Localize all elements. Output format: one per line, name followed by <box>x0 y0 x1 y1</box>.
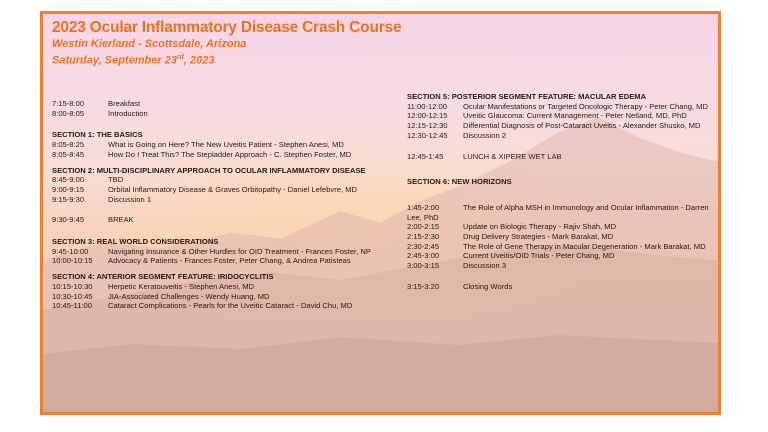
row-time: 2:30-2:45 <box>407 241 440 251</box>
row-text: Discussion 2 <box>463 130 507 140</box>
row-text: BREAK <box>108 215 134 225</box>
row-time: 3:15-3:20 <box>407 281 440 291</box>
row-time: 12:00-12:15 <box>407 111 448 121</box>
row-text: Ocular Manifestations or Targeted Oncologic Therapy - Peter Chang, MD <box>463 101 708 111</box>
row-time: 8:05-8:25 <box>52 140 85 150</box>
agenda-row <box>52 256 382 266</box>
agenda-row <box>52 292 382 302</box>
row-time: 11:00-12:00 <box>407 101 447 111</box>
event-date-year: , 2023 <box>183 54 215 67</box>
section-5-heading: SECTION 5: POSTERIOR SEGMENT FEATURE: MACULAR EDEMA <box>407 92 647 101</box>
row-time: 9:15-9:30 <box>52 194 85 204</box>
agenda-row <box>407 251 713 261</box>
row-text: Orbital Inflammatory Disease & Graves Orbitopathy - Daniel Lefebvre, MD <box>108 184 357 194</box>
row-time: 7:15-8:00 <box>52 99 85 108</box>
agenda-row <box>407 203 713 222</box>
agenda-row <box>52 150 382 160</box>
row-text: LUNCH & XIPERE WET LAB <box>463 151 562 161</box>
row-text: Herpetic Keratouveitis - Stephen Anesi, MD <box>108 281 255 291</box>
row-time: 9:30-9:45 <box>52 215 85 225</box>
agenda-right-column <box>407 92 713 292</box>
row-text: Drug Delivery Strategies - Mark Barakat, MD <box>463 232 614 242</box>
row-text: JIA-Associated Challenges - Wendy Huang, MD <box>108 291 270 301</box>
row-time: 1:45-2:00 <box>407 202 440 212</box>
row-time: 2:15-2:30 <box>407 232 440 242</box>
agenda-flyer <box>40 11 721 415</box>
row-time: 8:45-9:00 <box>52 175 85 185</box>
event-title: 2023 Ocular Inflammatory Disease Crash Course <box>52 19 402 36</box>
agenda-row <box>52 109 382 119</box>
agenda-row <box>407 111 713 121</box>
agenda-row <box>407 242 713 252</box>
row-text: Breakfast <box>108 99 141 108</box>
row-text: The Role of Alpha MSH in Immunology and Ocular Inflammation - Darren Lee, PhD <box>407 202 709 222</box>
row-time: 12:15-12:30 <box>407 121 448 131</box>
row-text: TBD <box>108 175 124 185</box>
break-row <box>52 215 382 225</box>
row-text: Update on Biologic Therapy - Rajiv Shah, MD <box>463 222 617 232</box>
row-time: 8:00-8:05 <box>52 108 85 118</box>
row-text: What is Going on Here? The New Uveitis Patient - Stephen Anesi, MD <box>108 140 344 150</box>
row-text: Closing Words <box>463 281 513 291</box>
agenda-row <box>52 282 382 292</box>
agenda-row <box>407 131 713 141</box>
row-time: 2:00-2:15 <box>407 222 440 232</box>
row-text: Discussion 3 <box>463 261 507 271</box>
agenda-row <box>407 121 713 131</box>
agenda-row <box>52 99 382 109</box>
section-3-heading: SECTION 3: REAL WORLD CONSIDERATIONS <box>52 237 219 247</box>
agenda-row <box>407 232 713 242</box>
row-text: How Do I Treat This? The Stepladder Approach - C. Stephen Foster, MD <box>108 149 352 159</box>
row-time: 9:00-9:15 <box>52 184 85 194</box>
agenda-row <box>52 175 382 185</box>
row-time: 3:00-3:15 <box>407 261 440 271</box>
row-text: Advocacy & Patients - Frances Foster, Peter Chang, & Andrea Patisteas <box>108 256 351 266</box>
agenda-row <box>52 140 382 150</box>
row-time: 10:15-10:30 <box>52 281 93 291</box>
event-location: Westin Kierland - Scottsdale, Arizona <box>52 38 247 50</box>
row-text: Navigating Insurance & Other Hurdles for OID Treatment - Frances Foster, NP <box>108 246 371 256</box>
agenda-row <box>52 185 382 195</box>
row-text: Uveitic Glaucoma: Current Management - Peter Netland, MD, PhD <box>463 111 687 121</box>
row-time: 12:45-1:45 <box>407 151 444 161</box>
agenda-row <box>407 261 713 271</box>
row-time: 12:30-12:45 <box>407 130 448 140</box>
event-date-suffix: rd <box>176 54 184 61</box>
row-time: 8:05-8:45 <box>52 149 85 159</box>
closing-row <box>407 282 713 292</box>
lunch-row <box>407 152 713 162</box>
section-6-heading: SECTION 6: NEW HORIZONS <box>407 177 512 187</box>
section-4-heading: SECTION 4: ANTERIOR SEGMENT FEATURE: IRIDOCYCLITIS <box>52 272 274 282</box>
agenda-row <box>52 301 382 311</box>
row-time: 10:00-10:15 <box>52 256 93 266</box>
row-text: The Role of Gene Therapy in Macular Degeneration - Mark Barakat, MD <box>463 241 706 251</box>
row-text: Introduction <box>108 108 148 118</box>
row-text: Discussion 1 <box>108 194 152 204</box>
row-time: 10:30-10:45 <box>52 291 93 301</box>
row-text: Current Uveitis/OID Trials - Peter Chang, MD <box>463 251 615 261</box>
row-time: 10:45-11:00 <box>52 301 92 311</box>
agenda-row <box>407 102 713 112</box>
section-1-heading: SECTION 1: THE BASICS <box>52 130 143 140</box>
agenda-row <box>52 247 382 257</box>
agenda-left-column <box>52 99 382 311</box>
event-date <box>52 51 401 68</box>
agenda-row <box>52 195 382 205</box>
section-2-heading: SECTION 2: MULTI-DISCIPLINARY APPROACH TO OCULAR INFLAMMATORY DISEASE <box>52 165 366 175</box>
row-time: 9:45-10:00 <box>52 246 89 256</box>
row-text: Cataract Complications - Pearls for the Uveitic Cataract - David Chu, MD <box>108 301 353 311</box>
flyer-header <box>52 19 401 68</box>
agenda-row <box>407 222 713 232</box>
row-time: 2:45-3:00 <box>407 251 440 261</box>
event-date-main: Saturday, September 23 <box>52 54 177 67</box>
row-text: Differential Diagnosis of Post-Cataract Uveitis - Alexander Shusko, MD <box>463 121 701 131</box>
